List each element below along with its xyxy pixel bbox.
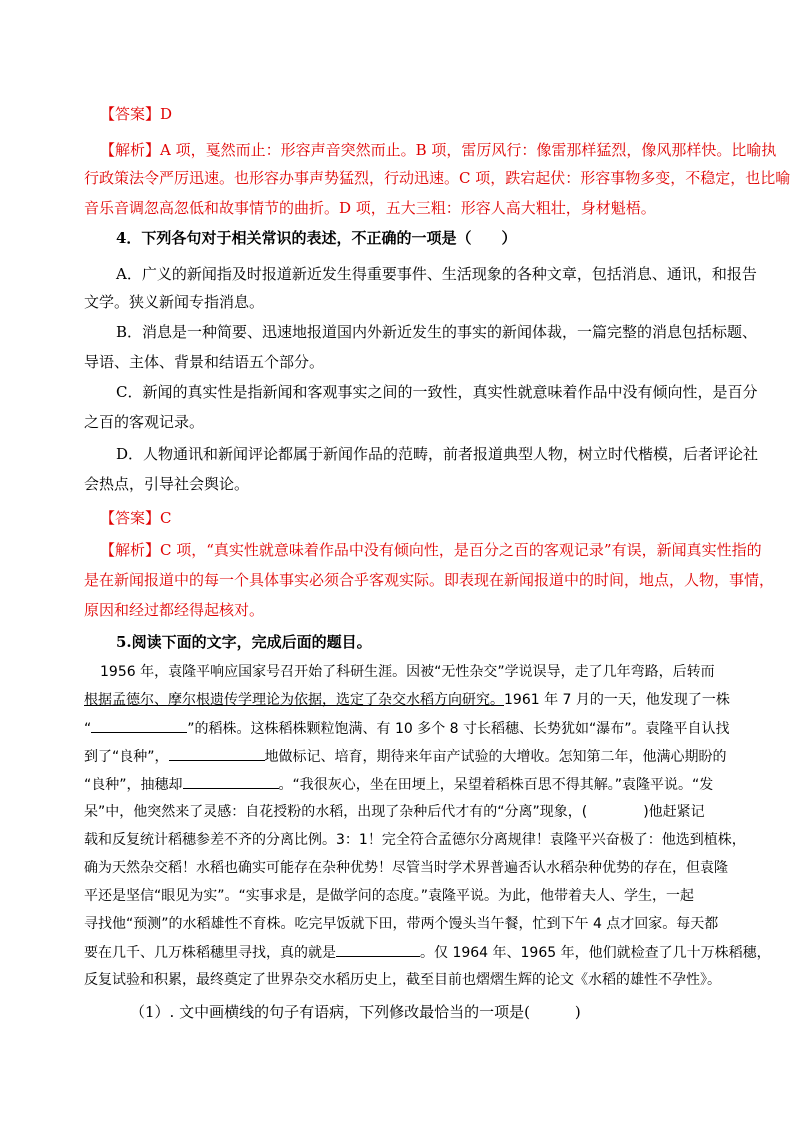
passage-line-3 [84, 718, 730, 739]
q3-analysis-line-3: 音乐音调忽高忽低和故事情节的曲折。D 项，五大三粗：形容人高大粗壮，身材魁梧。 [84, 199, 656, 217]
q4-option-c-line-1: C．新闻的真实性是指新闻和客观事实之间的一致性，真实性就意味着作品中没有倾向性，是百分 [116, 383, 758, 401]
q4-option-d-line-1: D．人物通讯和新闻评论都属于新闻作品的范畴，前者报道典型人物，树立时代楷模，后者评论社 [116, 445, 759, 463]
passage-line-2 [84, 690, 730, 710]
passage-line-1: 1956 年，袁隆平响应国家号召开始了科研生涯。因被“无性杂交”学说误导，走了几年弯路，后转而 [100, 664, 715, 680]
fill-blank-3[interactable] [183, 774, 279, 789]
passage-line-9: 平还是坚信“眼见为实”。“实事求是，是做学问的态度。”袁隆平说。为此，他带着夫人、学生，一起 [84, 888, 695, 904]
q4-option-a-line-1: A．广义的新闻指及时报道新近发生得重要事件、生活现象的各种文章，包括消息、通讯，和报告 [116, 265, 757, 283]
passage-line-8: 确为天然杂交稻！水稻也确实可能存在杂种优势！尽管当时学术界普遍否认水稻杂种优势的存在，但袁隆 [84, 860, 728, 876]
q4-answer [100, 508, 172, 528]
passage-text: 到了“良种”， [84, 749, 169, 765]
q4-analysis-line-1 [100, 540, 762, 560]
passage-line-10: 寻找他“预测”的水稻雄性不育株。吃完早饭就下田，带两个馒头当午餐，忙到下午 4 点才回家。每天都 [84, 916, 719, 932]
q3-answer [100, 104, 172, 124]
q4-option-c-line-2: 之百的客观记录。 [84, 413, 205, 431]
passage-text: ”的稻株。这株稻株颗粒饱满、有 10 多个 8 寸长稻穗、长势犹如“瀑布”。袁隆平自认找 [187, 721, 730, 737]
fill-blank-4[interactable] [336, 942, 420, 957]
q3-analysis-line-2: 行政策法令严厉迅速。也形容办事声势猛烈，行动迅速。C 项，跌宕起伏：形容事物多变，不稳定，也比喻 [84, 169, 791, 187]
q4-option-d-line-2: 会热点，引导社会舆论。 [84, 475, 250, 493]
passage-line-6: 呆”中，他突然来了灵感：自花授粉的水稻，出现了杂种后代才有的“分离”现象，( )他赶紧记 [84, 804, 705, 820]
answer-value: D [160, 105, 173, 123]
passage-text: “良种”，抽穗却 [84, 777, 183, 793]
analysis-label: 【解析】 [100, 541, 161, 559]
q4-analysis-line-3: 原因和经过都经得起核对。 [84, 601, 265, 619]
q5-subquestion-1: （1）. 文中画横线的句子有语病，下列修改最恰当的一项是( ) [130, 1003, 581, 1021]
answer-label: 【答案】 [100, 105, 161, 123]
underlined-sentence: 根据孟德尔、摩尔根遗传学理论为依据，选定了杂交水稻方向研究。 [84, 692, 504, 708]
q4-option-b-line-2: 导语、主体、背景和结语五个部分。 [84, 353, 325, 371]
passage-text: 。“我很灰心，坐在田埂上，呆望着稻株百思不得其解。”袁隆平说。“发 [278, 777, 714, 793]
passage-text: 1961 年 7 月的一天，他发现了一株 [504, 692, 730, 708]
passage-text: 。仅 1964 年、1965 年，他们就检查了几十万株稻穗， [420, 945, 771, 961]
fill-blank-1[interactable] [91, 718, 187, 733]
q4-option-b-line-1: B．消息是一种简要、迅速地报道国内外新近发生的事实的新闻体裁，一篇完整的消息包括标题、 [116, 323, 758, 341]
passage-line-4 [84, 746, 727, 767]
q3-analysis-line-1 [100, 140, 776, 160]
passage-line-7: 载和反复统计稻穗参差不齐的分离比例。3：1！完全符合孟德尔分离规律！袁隆平兴奋极了：他选到植株， [84, 832, 746, 848]
fill-blank-2[interactable] [169, 746, 265, 761]
answer-value: C [160, 509, 172, 527]
analysis-text: A 项，戛然而止：形容声音突然而止。B 项，雷厉风行：像雷那样猛烈，像风那样快。比喻执 [160, 141, 777, 159]
q4-option-a-line-2: 文学。狭义新闻专指消息。 [84, 293, 265, 311]
passage-line-11 [84, 942, 771, 963]
q5-stem: 5.阅读下面的文字，完成后面的题目。 [116, 633, 372, 651]
analysis-label: 【解析】 [100, 141, 161, 159]
analysis-text: C 项，“真实性就意味着作品中没有倾向性，是百分之百的客观记录”有误，新闻真实性指的 [160, 541, 762, 559]
q4-analysis-line-2: 是在新闻报道中的每一个具体事实必须合乎客观实际。即表现在新闻报道中的时间，地点，人物，事情， [84, 571, 775, 589]
q4-stem: 4．下列各句对于相关常识的表述，不正确的一项是（ ） [116, 229, 517, 247]
passage-text: “ [84, 721, 92, 737]
passage-line-12: 反复试验和积累，最终奠定了世界杂交水稻历史上，截至目前也熠熠生辉的论文《水稻的雄性不孕性》。 [84, 972, 721, 988]
answer-label: 【答案】 [100, 509, 161, 527]
passage-text: 要在几千、几万株稻穗里寻找，真的就是 [84, 945, 336, 961]
passage-text: 地做标记、培育，期待来年亩产试验的大增收。怎知第二年，他满心期盼的 [264, 749, 727, 765]
passage-line-5 [84, 774, 713, 795]
